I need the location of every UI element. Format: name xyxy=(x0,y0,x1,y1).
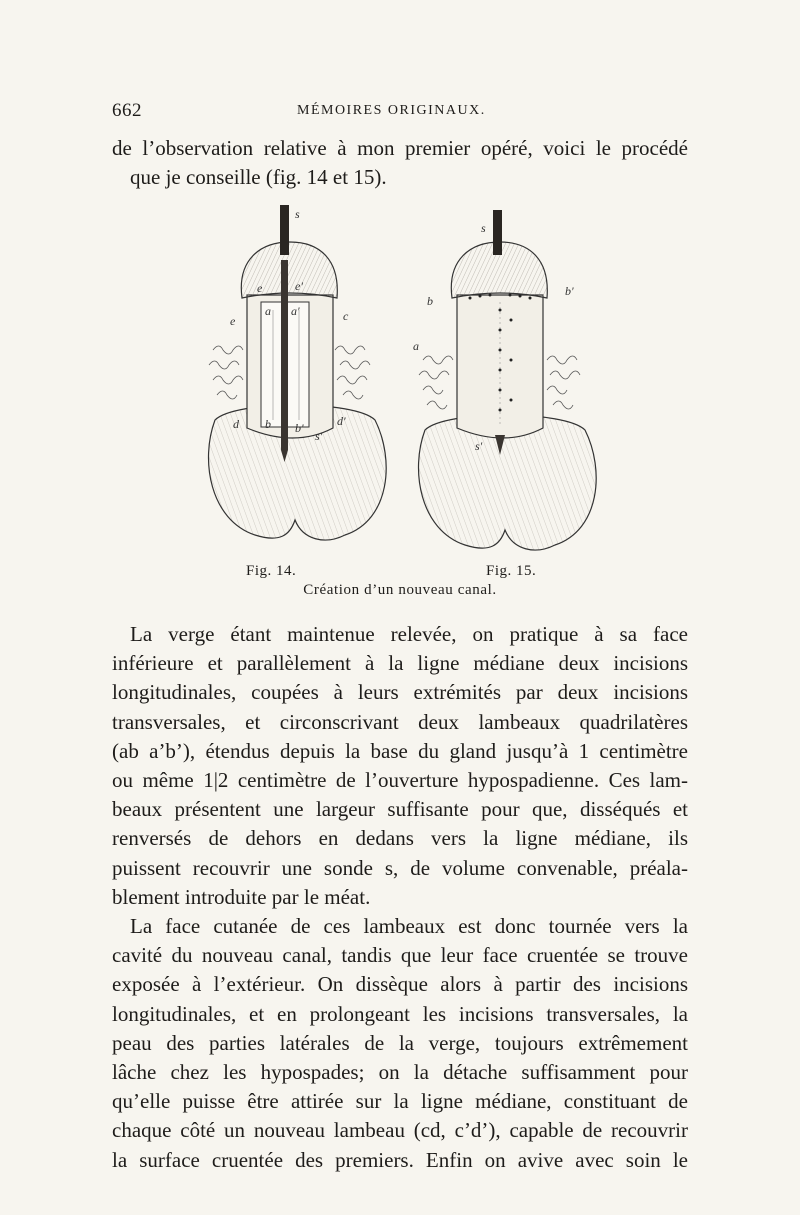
body-line: longitudinales, coupées à leurs extrémités par deux incisions xyxy=(112,680,688,705)
intro-paragraph xyxy=(112,134,688,192)
body-line: la surface cruentée des premiers. Enfin on avive avec soin le xyxy=(112,1147,688,1172)
fig15-letter-b-prime: b' xyxy=(565,284,574,298)
fig14-letter-b-prime: b' xyxy=(295,421,304,435)
running-head: MÉMOIRES ORIGINAUX. xyxy=(297,103,486,118)
fig14-letter-c: c xyxy=(343,309,349,323)
fig14-letter-d-prime: d' xyxy=(337,414,346,428)
page-number: 662 xyxy=(112,100,142,121)
fig14-letter-e: e xyxy=(257,281,263,295)
body-line: La face cutanée de ces lambeaux est donc tournée vers la xyxy=(130,914,688,939)
body-text xyxy=(112,620,688,1175)
body-line: puissent recouvrir une sonde s, de volume convenable, préala- xyxy=(112,855,688,880)
fig14-letter-e-prime: e' xyxy=(295,279,303,293)
body-line: qu’elle puisse être attirée sur la ligne médiane, constituant de xyxy=(112,1089,688,1114)
figure-caption: Création d’un nouveau canal. xyxy=(303,582,497,598)
intro-line: que je conseille (fig. 14 et 15). xyxy=(130,165,387,189)
body-line: exposée à l’extérieur. On dissèque alors à partir des incisions xyxy=(112,972,688,997)
body-line: inférieure et parallèlement à la ligne médiane deux incisions xyxy=(112,651,688,676)
fig14-letter-e-side: e xyxy=(230,314,236,328)
body-line: chaque côté un nouveau lambeau (cd, c’d’), capable de recouvrir xyxy=(112,1118,688,1143)
body-line: beaux présentent une largeur suffisante pour que, disséqués et xyxy=(112,797,688,822)
body-line: blement introduite par le méat. xyxy=(112,884,371,909)
intro-line: de l’observation relative à mon premier opéré, voici le procédé xyxy=(112,136,688,160)
fig14-label: Fig. 14. xyxy=(246,563,297,579)
fig15-letter-s-prime: s' xyxy=(475,439,483,453)
fig15-letter-a: a xyxy=(413,339,419,353)
fig14-letter-b: b xyxy=(265,417,271,431)
page-header xyxy=(112,100,687,130)
body-line: longitudinales, et en prolongeant les incisions transversales, la xyxy=(112,1001,688,1026)
fig14-drawing xyxy=(208,205,386,540)
body-line: renversés de dehors en dedans vers la ligne médiane, ils xyxy=(112,826,688,851)
fig14-letter-a-prime: a' xyxy=(291,304,300,318)
fig15-letter-b: b xyxy=(427,294,433,308)
fig15-label: Fig. 15. xyxy=(486,563,537,579)
engraving-illustration xyxy=(195,200,605,560)
fig14-letter-s: s xyxy=(295,207,300,221)
body-line: La verge étant maintenue relevée, on pratique à sa face xyxy=(130,622,688,646)
body-line: cavité du nouveau canal, tandis que leur face cruentée se trouve xyxy=(112,943,688,968)
body-line: (ab a’b’), étendus depuis la base du gland jusqu’à 1 centimètre xyxy=(112,738,688,763)
fig15-letter-s: s xyxy=(481,221,486,235)
fig14-letter-s-prime: s' xyxy=(315,429,323,443)
engraving-figure xyxy=(195,200,605,560)
body-line: peau des parties latérales de la verge, toujours extrêmement xyxy=(112,1030,688,1055)
body-line: transversales, et circonscrivant deux lambeaux quadrilatères xyxy=(112,709,688,734)
body-line: lâche chez les hypospades; on la détache suffisamment pour xyxy=(112,1060,688,1085)
fig15-drawing xyxy=(413,210,596,550)
fig14-letter-d: d xyxy=(233,417,239,431)
body-line: ou même 1|2 centimètre de l’ouverture hypospadienne. Ces lam- xyxy=(112,768,688,793)
fig14-letter-a: a xyxy=(265,304,271,318)
